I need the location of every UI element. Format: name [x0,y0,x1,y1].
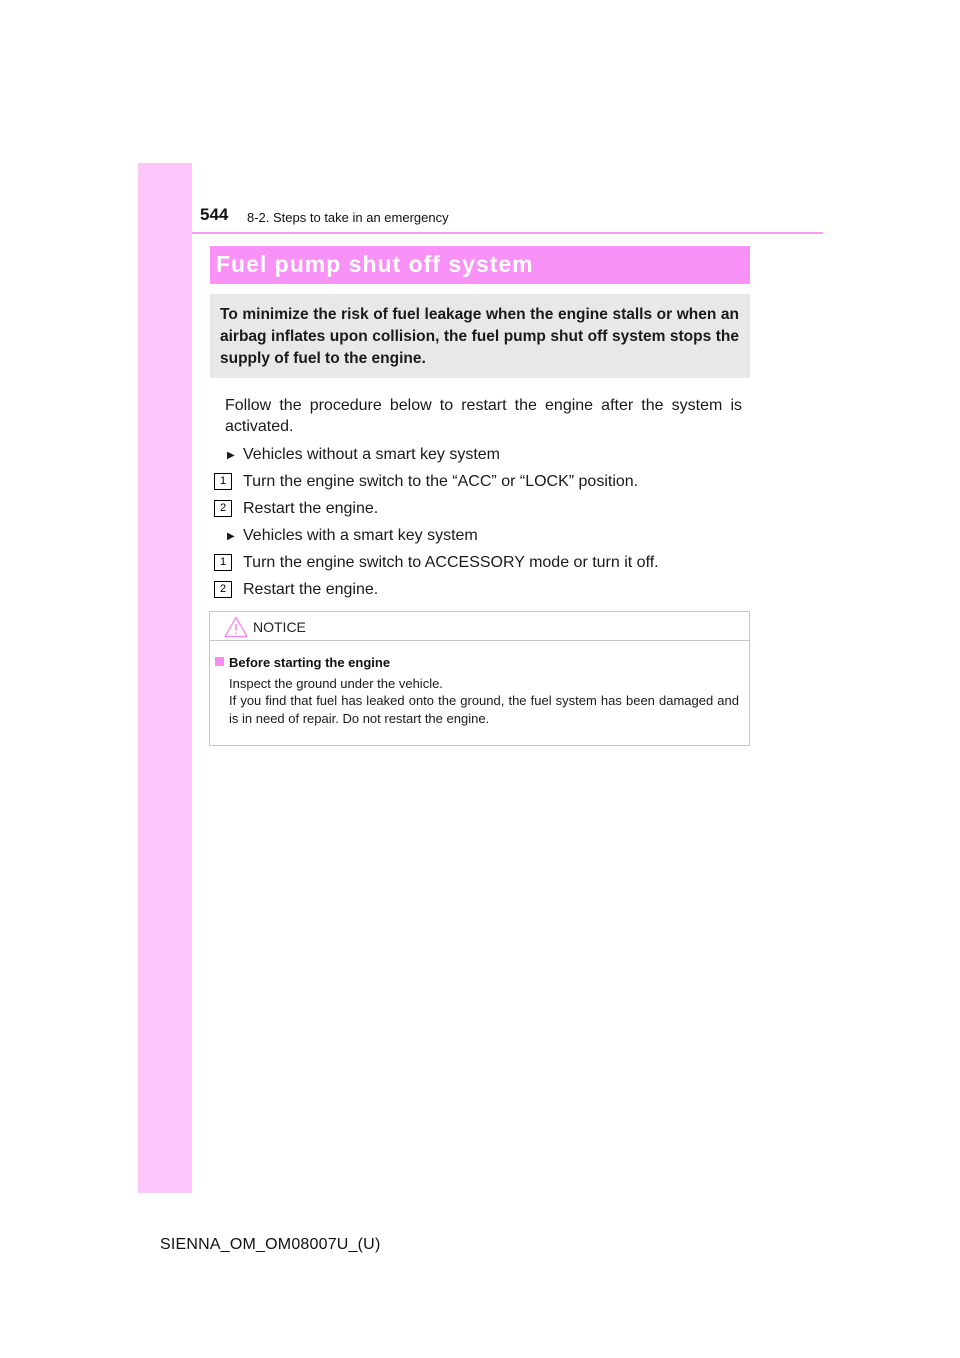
arrow-bullet-icon: ▶ [227,450,235,461]
notice-title: NOTICE [253,619,306,635]
step-text: Restart the engine. [243,581,379,598]
follow-text: Follow the procedure below to restart the engine after the system is activated. [225,397,742,435]
side-band [138,163,192,1193]
notice-heading: Before starting the engine [229,655,391,670]
group-heading: Vehicles with a smart key system [243,527,478,544]
notice-divider [210,640,749,641]
warning-triangle-icon [224,616,248,638]
footer-doc-id: SIENNA_OM_OM08007U_(U) [160,1236,381,1253]
step-number-badge: 1 [214,473,232,490]
page-title: Fuel pump shut off system [216,251,534,277]
header-rule [192,232,823,234]
step-text: Restart the engine. [243,500,379,517]
step-number-badge: 2 [214,581,232,598]
group-heading: Vehicles without a smart key system [243,446,500,463]
square-bullet-icon [215,657,224,666]
notice-paragraph: If you find that fuel has leaked onto the ground, the fuel system has been damaged and is in need of repair. Do not restart the engine. [229,693,739,726]
step-number-badge: 2 [214,500,232,517]
section-label: 8-2. Steps to take in an emergency [247,210,449,225]
intro-text: To minimize the risk of fuel leakage when the engine stalls or when an airbag inflates upon collision, the fuel pump shut off system stops the supply of fuel to the engine. [220,306,739,367]
page-number: 544 [200,205,229,224]
step-text: Turn the engine switch to ACCESSORY mode or turn it off. [243,554,659,571]
step-number-badge: 1 [214,554,232,571]
notice-text: Inspect the ground under the vehicle. [229,676,443,691]
arrow-bullet-icon: ▶ [227,531,235,542]
step-text: Turn the engine switch to the “ACC” or “LOCK” position. [243,473,639,490]
